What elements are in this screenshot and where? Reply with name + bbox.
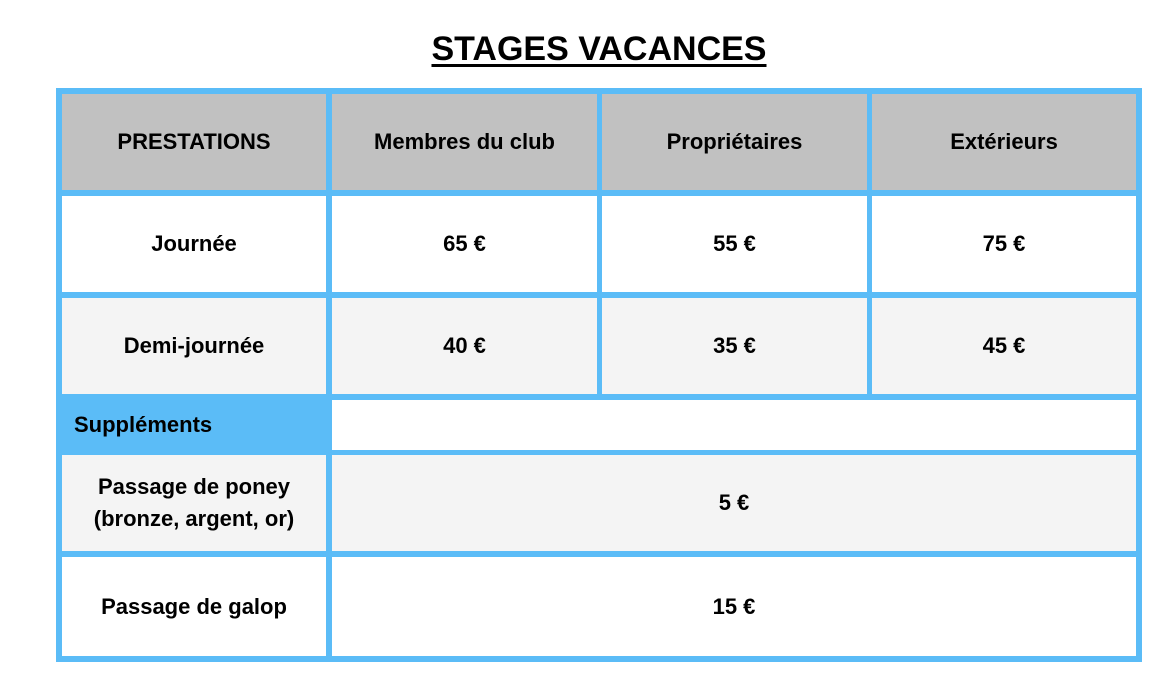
row-label-passage-galop: Passage de galop bbox=[62, 557, 326, 656]
row-label-journee: Journée bbox=[62, 196, 326, 292]
price-demi-journee-owners: 35 € bbox=[602, 298, 867, 394]
header-owners: Propriétaires bbox=[602, 94, 867, 190]
header-members: Membres du club bbox=[332, 94, 597, 190]
price-journee-members: 65 € bbox=[332, 196, 597, 292]
price-table bbox=[56, 88, 1142, 662]
price-passage-poney: 5 € bbox=[332, 455, 1136, 551]
price-demi-journee-external: 45 € bbox=[872, 298, 1136, 394]
row-label-demi-journee: Demi-journée bbox=[62, 298, 326, 394]
header-external: Extérieurs bbox=[872, 94, 1136, 190]
page-title: STAGES VACANCES bbox=[431, 30, 767, 68]
header-prestations: PRESTATIONS bbox=[62, 94, 326, 190]
supplements-label: Suppléments bbox=[62, 400, 326, 450]
passage-poney-line1: Passage de poney bbox=[98, 474, 290, 500]
price-journee-owners: 55 € bbox=[602, 196, 867, 292]
supplements-empty-cell bbox=[332, 400, 1136, 450]
passage-poney-line2: (bronze, argent, or) bbox=[93, 506, 295, 531]
price-passage-galop: 15 € bbox=[332, 557, 1136, 656]
price-demi-journee-members: 40 € bbox=[332, 298, 597, 394]
price-journee-external: 75 € bbox=[872, 196, 1136, 292]
row-label-passage-poney bbox=[62, 455, 326, 551]
